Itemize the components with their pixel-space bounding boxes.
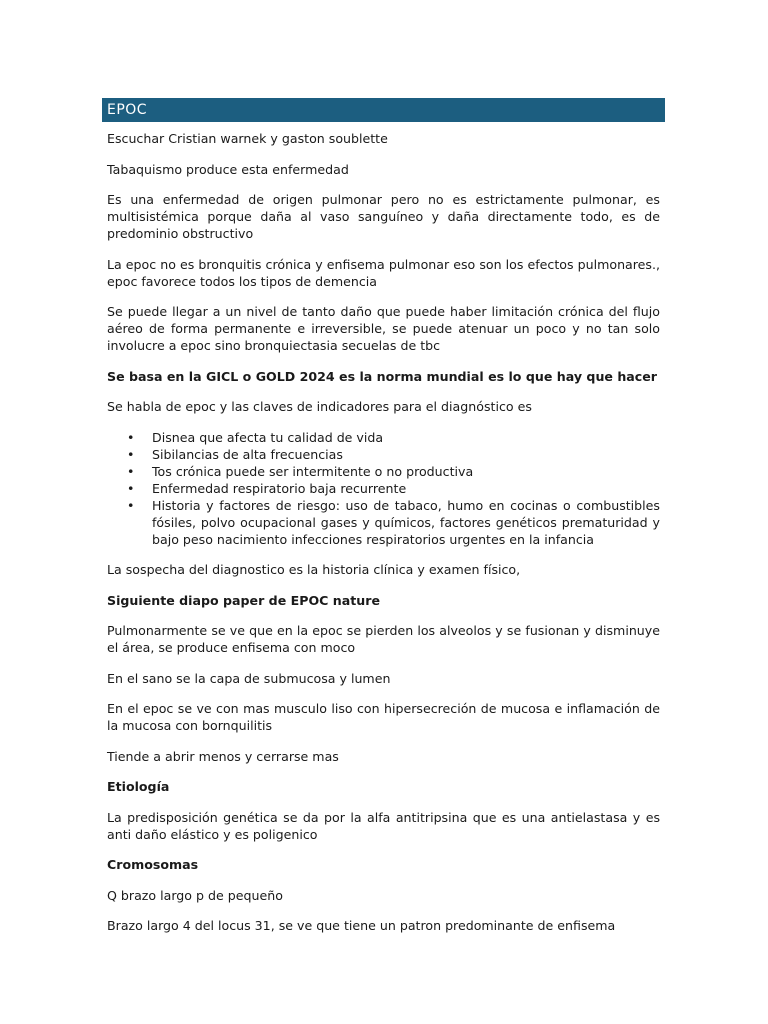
list-item xyxy=(107,480,660,497)
list-item-text: Enfermedad respiratorio baja recurrente xyxy=(152,480,407,496)
paragraph: En el epoc se ve con mas musculo liso con hipersecreción de mucosa e inflamación de la mucosa con bornquilitis xyxy=(107,701,660,733)
list-item xyxy=(107,429,660,446)
document-body xyxy=(107,130,660,948)
paragraph: Q brazo largo p de pequeño xyxy=(107,887,283,903)
paragraph: Pulmonarmente se ve que en la epoc se pierden los alveolos y se fusionan y disminuye el área, se produce enfisema con moco xyxy=(107,623,660,655)
paragraph: Escuchar Cristian warnek y gaston soublette xyxy=(107,131,388,146)
list-item-text: Tos crónica puede ser intermitente o no productiva xyxy=(152,463,474,479)
etiology-paragraph: La predisposición genética se da por la alfa antitripsina que es una antielastasa y es anti daño elástico y es poligenico xyxy=(107,809,660,842)
bullet-icon: • xyxy=(127,446,135,462)
list-item-text: Sibilancias de alta frecuencias xyxy=(152,446,343,462)
indicators-intro: Se habla de epoc y las claves de indicadores para el diagnóstico es xyxy=(107,399,532,414)
paragraph: La epoc no es bronquitis crónica y enfisema pulmonar eso son los efectos pulmonares., epoc favorece todos los tipos de demencia xyxy=(107,256,660,289)
list-item xyxy=(107,463,660,480)
nature-heading: Siguiente diapo paper de EPOC nature xyxy=(107,592,380,608)
bullet-icon: • xyxy=(127,429,135,445)
paragraph: Tabaquismo produce esta enfermedad xyxy=(107,161,349,177)
chromosomes-heading: Cromosomas xyxy=(107,857,199,872)
suspicion-paragraph: La sospecha del diagnostico es la historia clínica y examen físico, xyxy=(107,562,521,577)
list-item xyxy=(107,446,660,463)
list-item-text: Historia y factores de riesgo: uso de tabaco, humo en cocinas o combustibles fósiles, polvo ocupacional gases y químicos, factores genéticos prematuridad y bajo peso nacimiento infecciones respiratorios urgentes en la infancia xyxy=(152,497,660,547)
etiology-heading: Etiología xyxy=(107,779,170,794)
bullet-icon: • xyxy=(127,480,135,496)
indicators-list xyxy=(107,429,660,548)
paragraph: Se puede llegar a un nivel de tanto daño que puede haber limitación crónica del flujo aéreo de forma permanente e irreversible, se puede atenuar un poco y no tan solo involucre a epoc sino bronquiectasia secuelas de tbc xyxy=(107,304,660,353)
section-heading: EPOC xyxy=(102,98,665,122)
list-item xyxy=(107,497,660,548)
paragraph: Es una enfermedad de origen pulmonar pero no es estrictamente pulmonar, es multisistémica porque daña al vaso sanguíneo y daña directamente todo, es de predominio obstructivo xyxy=(107,192,660,241)
gold-heading: Se basa en la GICL o GOLD 2024 es la norma mundial es lo que hay que hacer xyxy=(107,368,658,384)
paragraph: Tiende a abrir menos y cerrarse mas xyxy=(107,748,339,764)
bullet-icon: • xyxy=(127,497,135,513)
list-item-text: Disnea que afecta tu calidad de vida xyxy=(152,429,384,445)
bullet-icon: • xyxy=(127,463,135,479)
paragraph: En el sano se la capa de submucosa y lumen xyxy=(107,670,391,686)
paragraph: Brazo largo 4 del locus 31, se ve que tiene un patron predominante de enfisema xyxy=(107,918,616,933)
